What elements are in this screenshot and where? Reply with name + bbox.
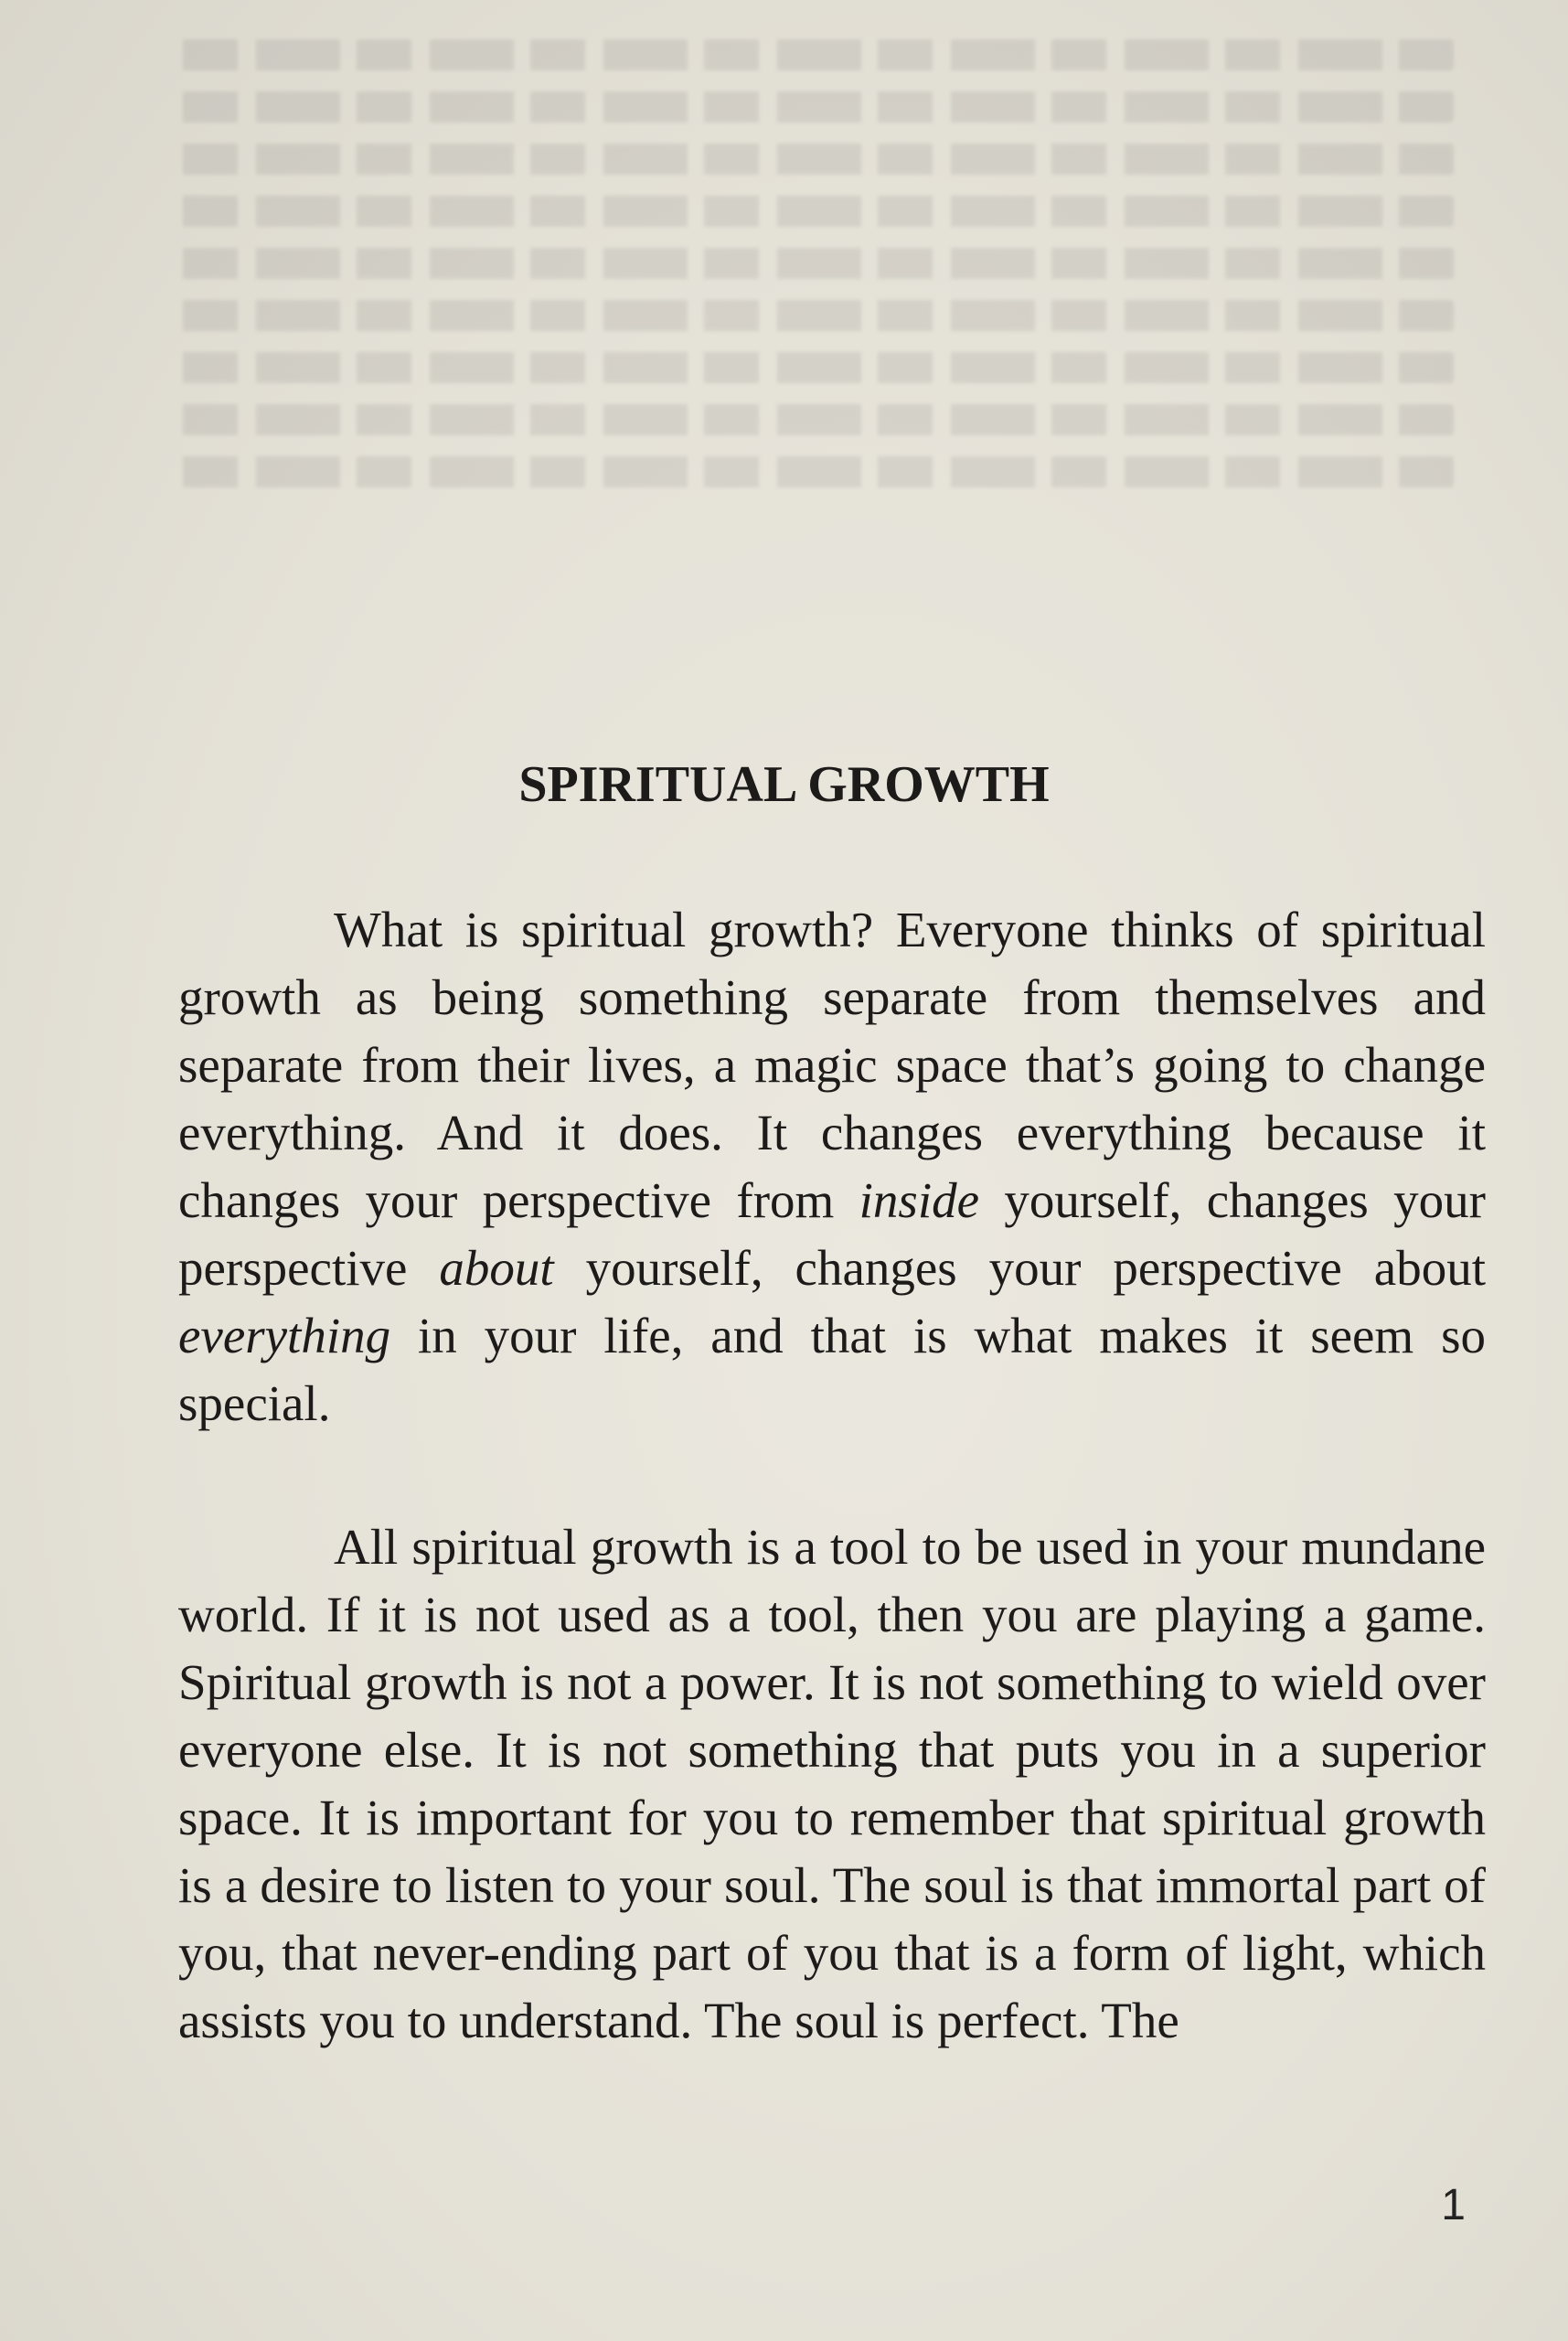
emphasis-everything: everything: [178, 1308, 391, 1363]
paragraph-2-text: All spiritual growth is a tool to be used in your mundane world. If it is not used as a tool, then you are playing a game. Spiritual growth is not a power. It is not something to wield over everyone else. It is not something that puts you in a superior space. It is important for you to remember that spiritual growth is a desire to listen to your soul. The soul is that immortal part of you, that never-ending part of you that is a form of light, which assists you to understand. The soul is perfect. The: [178, 1519, 1486, 2048]
paragraph-1-text-4: in your life, and that is what makes it seem so special.: [178, 1308, 1486, 1431]
page-number: 1: [1441, 2181, 1466, 2229]
bleed-through-text: [174, 18, 1454, 658]
paragraph-1: [178, 896, 1486, 1438]
paragraph-1-text-1: What is spiritual growth? Everyone thinks of spiritual growth as being something separate from themselves and separate from their lives, a magic space that’s going to change everything. And it does. It changes everything because it changes your perspective from: [178, 902, 1486, 1228]
paragraph-1-text-2: yourself, changes your perspective: [178, 1172, 1486, 1296]
paragraph-2: [178, 1513, 1486, 2055]
chapter-title: SPIRITUAL GROWTH: [518, 756, 1050, 813]
emphasis-about: about: [439, 1240, 554, 1296]
emphasis-inside: inside: [859, 1172, 980, 1228]
paragraph-1-text-3: yourself, changes your perspective about: [553, 1240, 1486, 1296]
